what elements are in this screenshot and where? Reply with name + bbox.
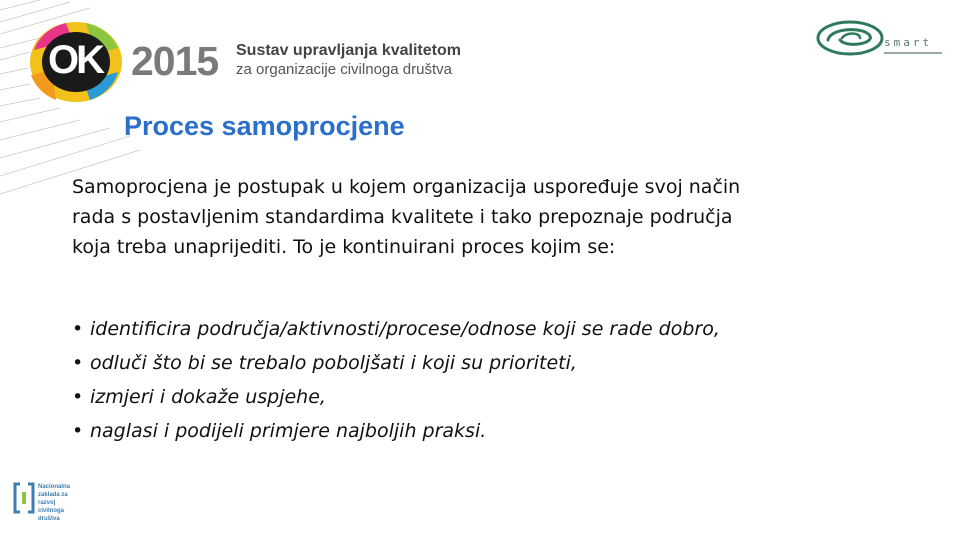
bullet-mark: • — [72, 318, 84, 340]
ok-logo-text: OK — [48, 38, 102, 82]
paragraph-line: Samoprocjena je postupak u kojem organizacija uspoređuje svoj način — [72, 176, 741, 198]
foundation-logo-line: društva — [38, 516, 60, 522]
bullet-item — [72, 380, 932, 414]
foundation-logo-line: civilnoga — [38, 508, 65, 514]
foundation-logo-line: zaklada za — [38, 492, 68, 498]
header-subtitle-line2: za organizacije civilnoga društva — [236, 61, 452, 78]
foundation-logo-line: razvoj — [38, 500, 56, 506]
foundation-logo-text — [38, 483, 98, 523]
smart-logo-text: smart — [884, 36, 933, 49]
bullet-item — [72, 312, 932, 346]
year-label: 2015 — [131, 38, 219, 84]
slide-title: Proces samoprocjene — [124, 111, 405, 141]
bullet-list — [72, 312, 932, 448]
bullet-text: identificira područja/aktivnosti/procese/odnose koji se rade dobro, — [90, 318, 720, 340]
foundation-logo-icon — [12, 480, 36, 516]
bullet-mark: • — [72, 420, 84, 442]
bullet-text: izmjeri i dokaže uspjehe, — [90, 386, 326, 408]
bullet-text: naglasi i podijeli primjere najboljih praksi. — [90, 420, 487, 442]
bullet-text: odluči što bi se trebalo poboljšati i koji su prioriteti, — [90, 352, 577, 374]
paragraph-line: koja treba unaprijediti. To je kontinuirani proces kojim se: — [72, 236, 616, 258]
intro-paragraph — [72, 172, 892, 262]
bullet-mark: • — [72, 386, 84, 408]
bullet-item — [72, 414, 932, 448]
foundation-logo-line: Nacionalna — [38, 484, 71, 490]
header-subtitle-line1: Sustav upravljanja kvalitetom — [236, 42, 461, 59]
paragraph-line: rada s postavljenim standardima kvalitete i tako prepoznaje područja — [72, 206, 733, 228]
bullet-item — [72, 346, 932, 380]
bullet-mark: • — [72, 352, 84, 374]
